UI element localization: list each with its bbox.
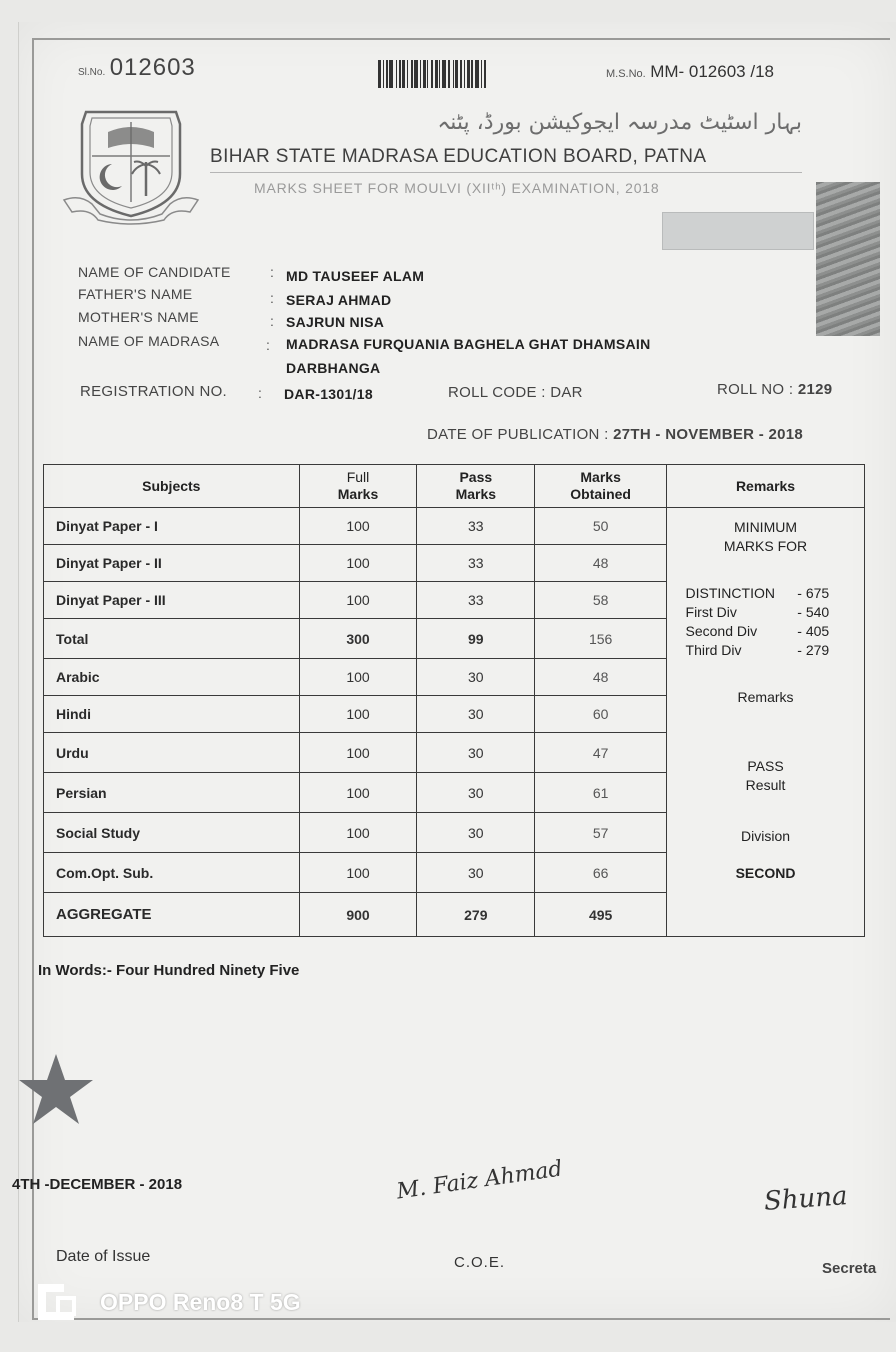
full-marks-cell: 100 xyxy=(299,853,417,893)
roll-code-label: ROLL CODE xyxy=(448,384,537,401)
subject-cell: Dinyat Paper - I xyxy=(44,508,300,545)
mother-name-label: MOTHER'S NAME xyxy=(78,309,199,325)
third-div-label: Third Div xyxy=(685,642,742,658)
pass-marks-cell: 30 xyxy=(417,659,535,696)
obtained-cell: 47 xyxy=(535,733,667,773)
secretary-label: Secreta xyxy=(822,1260,877,1277)
obtained-cell: 66 xyxy=(535,853,667,893)
redacted-box xyxy=(662,212,814,250)
table-row xyxy=(44,508,865,545)
pass-marks-cell: 30 xyxy=(417,813,535,853)
roll-code: ROLL CODE : DAR xyxy=(448,384,583,401)
roll-code-value: DAR xyxy=(550,384,583,401)
obtained-cell: 156 xyxy=(535,619,667,659)
board-name: BIHAR STATE MADRASA EDUCATION BOARD, PATNA xyxy=(210,146,707,167)
header-obt-2: Obtained xyxy=(570,486,631,502)
obtained-cell: 57 xyxy=(535,813,667,853)
full-marks-cell: 100 xyxy=(299,813,417,853)
first-div-number: 540 xyxy=(805,604,830,620)
subject-cell: Social Study xyxy=(44,813,300,853)
madrasa-name-label: NAME OF MADRASA xyxy=(78,333,220,349)
pass-marks-cell: 33 xyxy=(417,508,535,545)
pass-marks-cell: 279 xyxy=(417,893,535,937)
father-name-label: FATHER'S NAME xyxy=(78,286,193,302)
colon: : xyxy=(270,290,274,306)
colon: : xyxy=(266,337,270,353)
distinction-number: 675 xyxy=(805,585,830,601)
header-pass-2: Marks xyxy=(455,486,497,502)
min-marks-line1: MINIMUM xyxy=(734,519,798,535)
mother-name-value: SAJRUN NISA xyxy=(286,314,385,330)
division-value: SECOND xyxy=(735,865,796,881)
obtained-cell: 48 xyxy=(535,659,667,696)
remarks-cell xyxy=(667,508,865,937)
urdu-board-title: بہار اسٹیٹ مدرسہ ایجوکیشن بورڈ، پٹنہ xyxy=(437,110,802,135)
full-marks-cell: 900 xyxy=(299,893,417,937)
madrasa-name-line1: MADRASA FURQUANIA BAGHELA GHAT DHAMSAIN xyxy=(286,336,651,352)
roll-no-label: ROLL NO xyxy=(717,381,785,398)
obtained-cell: 61 xyxy=(535,773,667,813)
ms-number xyxy=(606,62,774,82)
obtained-cell: 495 xyxy=(535,893,667,937)
header-full-2: Marks xyxy=(337,486,379,502)
publication-date: DATE OF PUBLICATION : 27TH - NOVEMBER - 2018 xyxy=(427,426,804,443)
header-full-marks xyxy=(299,465,417,508)
first-div-label: First Div xyxy=(685,604,737,620)
full-marks-cell: 100 xyxy=(299,696,417,733)
roll-number: ROLL NO : 2129 xyxy=(717,381,833,398)
header-pass-marks xyxy=(417,465,535,508)
camera-watermark xyxy=(34,1280,301,1324)
third-div-number: 279 xyxy=(805,642,830,658)
full-marks-cell: 100 xyxy=(299,508,417,545)
serial-label: Sl.No. xyxy=(78,67,106,78)
distinction-label: DISTINCTION xyxy=(685,585,775,601)
security-hologram-strip xyxy=(816,182,880,336)
colon: : xyxy=(270,264,274,280)
full-marks-cell: 100 xyxy=(299,733,417,773)
subject-cell: AGGREGATE xyxy=(44,893,300,937)
publication-date-label: DATE OF PUBLICATION xyxy=(427,426,600,443)
total-in-words: In Words:- Four Hundred Ninety Five xyxy=(38,962,300,979)
subject-cell: Dinyat Paper - III xyxy=(44,582,300,619)
full-marks-cell: 300 xyxy=(299,619,417,659)
roll-no-value: 2129 xyxy=(797,381,833,398)
first-div-value: - 540 xyxy=(797,604,830,620)
secretary-signature: Shuna xyxy=(763,1181,849,1217)
full-marks-cell: 100 xyxy=(299,659,417,696)
marks-sheet-subtitle: MARKS SHEET FOR MOULVI (XIIᵗʰ) EXAMINATION, 2018 xyxy=(254,180,660,196)
candidate-name-value: MD TAUSEEF ALAM xyxy=(286,268,425,284)
distinction-value: - 675 xyxy=(797,585,830,601)
pass-marks-cell: 33 xyxy=(417,545,535,582)
subject-cell: Arabic xyxy=(44,659,300,696)
candidate-name-label: NAME OF CANDIDATE xyxy=(78,264,231,280)
result-label: Result xyxy=(745,777,786,793)
pass-marks-cell: 30 xyxy=(417,853,535,893)
header-full-1: Full xyxy=(346,469,370,485)
obtained-cell: 48 xyxy=(535,545,667,582)
division-thresholds xyxy=(686,584,846,660)
coe-signature: M. Faiz Ahmad xyxy=(395,1156,565,1205)
min-marks-line2: MARKS FOR xyxy=(723,538,808,554)
camera-brand-icon xyxy=(34,1280,78,1324)
header-subjects: Subjects xyxy=(44,465,300,508)
colon: : xyxy=(258,385,262,401)
obtained-cell: 58 xyxy=(535,582,667,619)
pass-marks-cell: 30 xyxy=(417,733,535,773)
barcode xyxy=(378,60,528,88)
header-pass-1: Pass xyxy=(459,469,493,485)
full-marks-cell: 100 xyxy=(299,545,417,582)
subject-cell: Hindi xyxy=(44,696,300,733)
header-marks-obtained xyxy=(535,465,667,508)
table-header-row xyxy=(44,465,865,508)
father-name-value: SERAJ AHMAD xyxy=(286,292,392,308)
issue-date-value: 4TH -DECEMBER - 2018 xyxy=(12,1176,183,1193)
ms-value: MM- 012603 /18 xyxy=(650,62,774,81)
result-value: PASS xyxy=(747,758,784,774)
pass-marks-cell: 30 xyxy=(417,773,535,813)
registration-label: REGISTRATION NO. xyxy=(80,383,228,400)
board-crest-logo xyxy=(60,104,202,231)
subject-cell: Dinyat Paper - II xyxy=(44,545,300,582)
coe-label: C.O.E. xyxy=(454,1254,506,1271)
serial-number xyxy=(78,54,196,82)
header-obt-1: Marks xyxy=(580,469,621,485)
pass-marks-cell: 99 xyxy=(417,619,535,659)
remarks-label: Remarks xyxy=(737,689,794,705)
marks-table xyxy=(43,464,865,937)
full-marks-cell: 100 xyxy=(299,582,417,619)
second-div-value: - 405 xyxy=(797,623,830,639)
serial-value: 012603 xyxy=(109,54,196,81)
date-of-issue-label: Date of Issue xyxy=(56,1248,151,1265)
madrasa-name-line2: DARBHANGA xyxy=(286,360,381,376)
obtained-cell: 50 xyxy=(535,508,667,545)
third-div-value: - 279 xyxy=(797,642,830,658)
camera-watermark-text: OPPO Reno8 T 5G xyxy=(100,1288,301,1315)
star-icon xyxy=(18,1052,94,1133)
registration-value: DAR-1301/18 xyxy=(284,386,373,402)
second-div-label: Second Div xyxy=(685,623,758,639)
header-rule xyxy=(210,172,802,173)
full-marks-cell: 100 xyxy=(299,773,417,813)
pass-marks-cell: 30 xyxy=(417,696,535,733)
division-label: Division xyxy=(741,828,791,844)
obtained-cell: 60 xyxy=(535,696,667,733)
subject-cell: Com.Opt. Sub. xyxy=(44,853,300,893)
ms-label: M.S.No. xyxy=(606,68,646,80)
second-div-number: 405 xyxy=(805,623,830,639)
subject-cell: Total xyxy=(44,619,300,659)
header-remarks: Remarks xyxy=(667,465,865,508)
pass-marks-cell: 33 xyxy=(417,582,535,619)
subject-cell: Urdu xyxy=(44,733,300,773)
subject-cell: Persian xyxy=(44,773,300,813)
colon: : xyxy=(270,313,274,329)
publication-date-value: 27TH - NOVEMBER - 2018 xyxy=(613,426,804,443)
